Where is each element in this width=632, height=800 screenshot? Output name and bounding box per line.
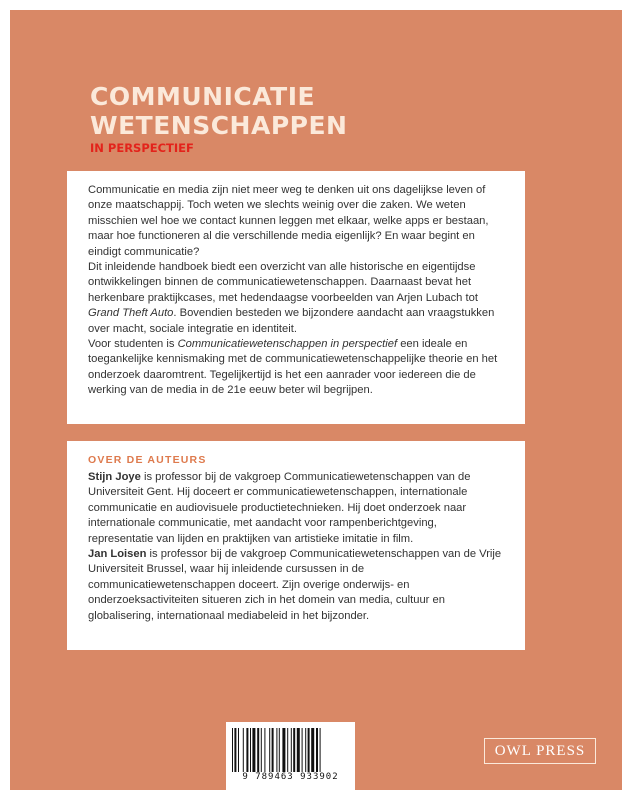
book-subtitle: IN PERSPECTIEF	[90, 141, 194, 155]
barcode-bar	[311, 728, 314, 772]
barcode-bar	[250, 728, 251, 772]
blurb-paragraph-2-text-a: Dit inleidende handboek biedt een overzicht van alle historische en eigentijdse ontwikkelingen binnen de communicatiewetenschappen. Daarnaast bevat het herkenbare praktijkcases, met hedendaagse voorbeelden van Arjen Lubach tot	[88, 261, 478, 304]
barcode-bar	[272, 728, 274, 772]
blurb-book-title: Communicatiewetenschappen in perspectief	[177, 338, 398, 351]
barcode-bar	[305, 728, 306, 772]
barcode-bar	[261, 728, 262, 772]
author-1-name: Stijn Joye	[88, 471, 141, 483]
barcode-bar	[320, 728, 321, 772]
blurb-paragraph-2-text-b: . Bovendien besteden we bijzondere aandacht aan vraagstukken over macht, sociale integratie en identiteit.	[88, 307, 495, 335]
barcode-bar	[243, 728, 244, 772]
barcode-bar	[287, 728, 288, 772]
barcode-bar	[276, 728, 277, 772]
author-2-bio	[88, 547, 505, 624]
barcode-bar	[302, 728, 303, 772]
barcode-bar	[293, 728, 295, 772]
title-line-2: WETENSCHAPPEN	[90, 111, 348, 140]
barcode-bar	[246, 728, 248, 772]
barcode-bar	[279, 728, 280, 772]
barcode-bar	[257, 728, 259, 772]
barcode-bar	[269, 728, 270, 772]
barcode-bar	[238, 728, 239, 772]
barcode-bar	[234, 728, 236, 772]
book-title	[90, 82, 347, 140]
barcode-bar	[252, 728, 255, 772]
blurb-panel	[67, 171, 525, 424]
barcode-bar	[282, 728, 285, 772]
barcode-bar	[316, 728, 318, 772]
barcode-bar	[264, 728, 265, 772]
blurb-game-title: Grand Theft Auto	[88, 307, 174, 320]
author-1-bio	[88, 470, 505, 547]
blurb-paragraph-2	[88, 260, 505, 337]
blurb-paragraph-3-text-b: een ideale en toegankelijke kennismaking met de communicatiewetenschappelijke theorie en het onderzoek daaromtrent. Tegelijkertijd is het een aanrader voor iedereen die de werking van de media in de 21e eeuw beter wil begrijpen.	[88, 338, 498, 397]
blurb-paragraph-3-text-a: Voor studenten is	[88, 338, 178, 351]
barcode-bar	[291, 728, 292, 772]
barcode-bar	[308, 728, 310, 772]
author-1-text: is professor bij de vakgroep Communicatiewetenschappen van de Universiteit Gent. Hij doceert er communicatiewetenschappen, internationale communicatie en audiovisuele productietechnieken. Hij doet onderzoek naar internationale communicatie, met aandacht voor rampenberichtgeving, representatie van lijden en praktijken van artistieke imitatie in film.	[88, 471, 471, 545]
barcode	[226, 722, 355, 790]
blurb-paragraph-1: Communicatie en media zijn niet meer weg te denken uit ons dagelijkse leven of onze maatschappij. Toch weten we slechts weinig over die zaken. We weten misschien wel hoe we contact kunnen leggen met elkaar, welke apps er bestaan, maar hoe functioneren al die verschillende media eigenlijk? En waar begint en eindigt communicatie?	[88, 184, 489, 258]
authors-panel	[67, 441, 525, 650]
author-2-name: Jan Loisen	[88, 548, 147, 561]
title-line-1: COMMUNICATIE	[90, 82, 316, 111]
barcode-bars	[232, 728, 349, 772]
barcode-bar	[232, 728, 233, 772]
barcode-bar	[297, 728, 300, 772]
blurb-paragraph-3	[88, 337, 505, 399]
isbn-number: 9 789463 933902	[242, 772, 339, 782]
authors-heading: OVER DE AUTEURS	[88, 454, 207, 466]
publisher-logo: OWL PRESS	[484, 738, 596, 764]
author-2-text: is professor bij de vakgroep Communicatiewetenschappen van de Vrije Universiteit Brussel, waar hij inleidende cursussen in de communicatiewetenschappen doceert. Zijn overige onderwijs- en onderzoeksactiviteiten situeren zich in het domein van media, cultuur en globalisering, internationaal mediabeleid in het bijzonder.	[88, 548, 502, 622]
